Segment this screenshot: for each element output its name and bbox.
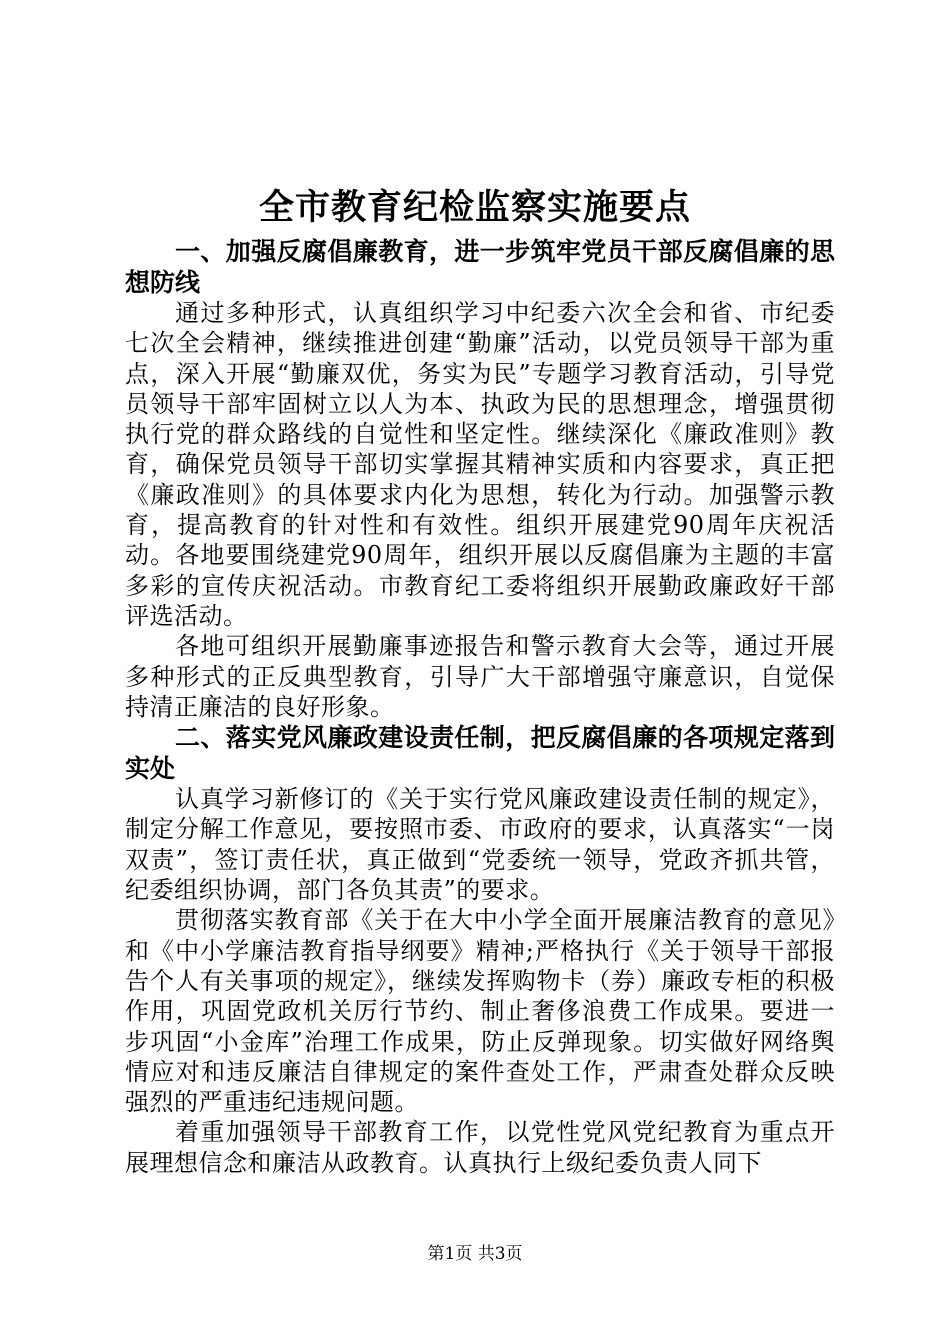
section-1-paragraph-2: 各地可组织开展勤廉事迹报告和警示教育大会等，通过开展多种形式的正反典型教育，引导广大干部增强守廉意识，自觉保持清正廉洁的良好形象。 [125,632,835,721]
section-1-paragraph-1: 通过多种形式，认真组织学习中纪委六次全会和省、市纪委七次全会精神，继续推进创建“勤廉”活动，以党员领导干部为重点，深入开展“勤廉双优，务实为民”专题学习教育活动，引导党员领导干部牢固树立以人为本、执政为民的思想理念，增强贯彻执行党的群众路线的自觉性和坚定性。继续深化《廉政准则》教育，确保党员领导干部切实掌握其精神实质和内容要求，真正把《廉政准则》的具体要求内化为思想，转化为行动。加强警示教育，提高教育的针对性和有效性。组织开展建党90周年庆祝活动。各地要围绕建党90周年，组织开展以反腐倡廉为主题的丰富多彩的宣传庆祝活动。市教育纪工委将组织开展勤政廉政好干部评选活动。 [125,299,835,630]
document-body [125,236,835,1178]
section-heading-1: 一、加强反腐倡廉教育，进一步筑牢党员干部反腐倡廉的思想防线 [125,237,835,297]
page-footer: 第1页 共3页 [427,1244,523,1264]
section-2-paragraph-1: 认真学习新修订的《关于实行党风廉政建设责任制的规定》，制定分解工作意见，要按照市委、市政府的要求，认真落实“一岗双责”，签订责任状，真正做到“党委统一领导，党政齐抓共管，纪委组织协调，部门各负其责”的要求。 [125,785,835,905]
section-heading-2: 二、落实党风廉政建设责任制，把反腐倡廉的各项规定落到实处 [125,723,835,784]
section-2-paragraph-2: 贯彻落实教育部《关于在大中小学全面开展廉洁教育的意见》和《中小学廉洁教育指导纲要》精神;严格执行《关于领导干部报告个人有关事项的规定》，继续发挥购物卡（券）廉政专柜的积极作用，巩固党政机关厉行节约、制止奢侈浪费工作成果。要进一步巩固“小金库”治理工作成果，防止反弹现象。切实做好网络舆情应对和违反廉洁自律规定的案件查处工作，严肃查处群众反映强烈的严重违纪违规问题。 [125,906,835,1117]
section-2-paragraph-3: 着重加强领导干部教育工作，以党性党风党纪教育为重点开展理想信念和廉洁从政教育。认真执行上级纪委负责人同下 [125,1118,835,1177]
document-title: 全市教育纪检监察实施要点 [258,188,691,228]
